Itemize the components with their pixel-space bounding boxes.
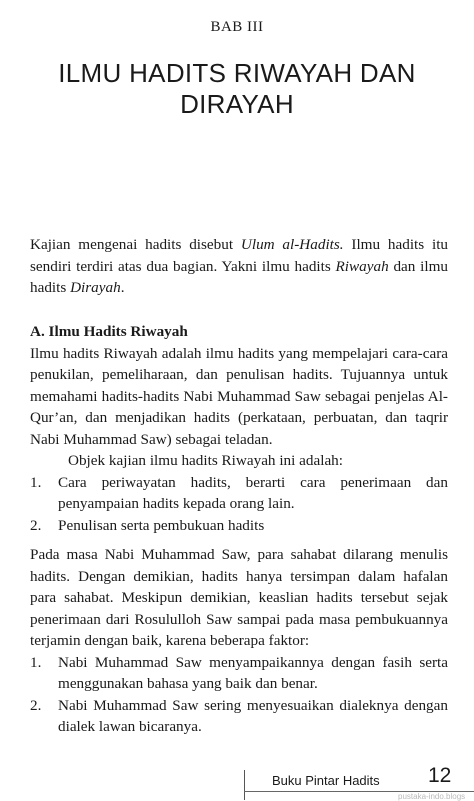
objects-intro: Objek kajian ilmu hadits Riwayah ini adalah: (68, 452, 343, 469)
footer-book-title: Buku Pintar Hadits (272, 773, 380, 788)
list-item (30, 472, 448, 515)
list-number: 1. (30, 653, 42, 671)
section-paragraph: Ilmu hadits Riwayah adalah ilmu hadits yang mempelajari cara-cara penukilan, pemeliharaan, dan penulisan hadits. Tujuannya untuk memahami hadits-hadits Nabi Muhammad Saw sebagai penjelas Al-Qur’an, dan menjadikan hadits (perkataan, perbuatan, dan taqrir Nabi Muhammad Saw) sebagai teladan. (30, 344, 448, 448)
history-paragraph: Pada masa Nabi Muhammad Saw, para sahabat dilarang menulis hadits. Dengan demikian, hadits hanya tersimpan dalam hafalan para sahabat. Meskipun demikian, keaslian hadits tersebut sejak penerimaan dari Rosululloh Saw sampai pada masa pembukuannya terjamin dengan baik, karena beberapa faktor: (30, 546, 448, 649)
chapter-title: ILMU HADITS RIWAYAH DAN DIRAYAH (58, 58, 416, 119)
section-riwayah (30, 321, 448, 536)
objects-list (30, 472, 448, 537)
page-number: 12 (428, 764, 452, 787)
intro-paragraph (30, 234, 448, 299)
list-text: Nabi Muhammad Saw menyampaikannya dengan fasih serta menggunakan bahasa yang baik dan benar. (58, 653, 448, 692)
list-item (30, 515, 448, 537)
list-number: 2. (30, 516, 42, 534)
intro-term-dirayah: Dirayah (70, 279, 121, 296)
history-section (30, 544, 448, 738)
list-text: Cara periwayatan hadits, berarti cara penerimaan dan penyampaian hadits kepada orang lain. (58, 473, 448, 512)
list-text: Penulisan serta pembukuan hadits (58, 516, 265, 534)
intro-text-3: dan ilmu hadits (30, 257, 448, 296)
intro-text-1: Kajian mengenai hadits disebut (30, 236, 241, 253)
list-number: 1. (30, 473, 42, 491)
intro-text-4: . (120, 279, 125, 296)
intro-text-2: Ilmu hadits itu sendiri terdiri atas dua bagian. Yakni ilmu hadits (30, 236, 449, 275)
watermark: pustaka-indo.blogs (398, 792, 466, 801)
intro-term-ulum: Ulum al-Hadits. (240, 236, 344, 253)
footer-divider (244, 770, 245, 800)
list-item (30, 652, 448, 695)
section-heading: A. Ilmu Hadits Riwayah (30, 323, 188, 340)
list-text: Nabi Muhammad Saw sering menyesuaikan dialeknya dengan dialek lawan bicaranya. (58, 696, 448, 735)
intro-term-riwayah: Riwayah (335, 257, 389, 275)
list-number: 2. (30, 696, 42, 714)
chapter-label: BAB III (210, 19, 264, 35)
list-item (30, 695, 448, 738)
factors-list (30, 652, 448, 738)
